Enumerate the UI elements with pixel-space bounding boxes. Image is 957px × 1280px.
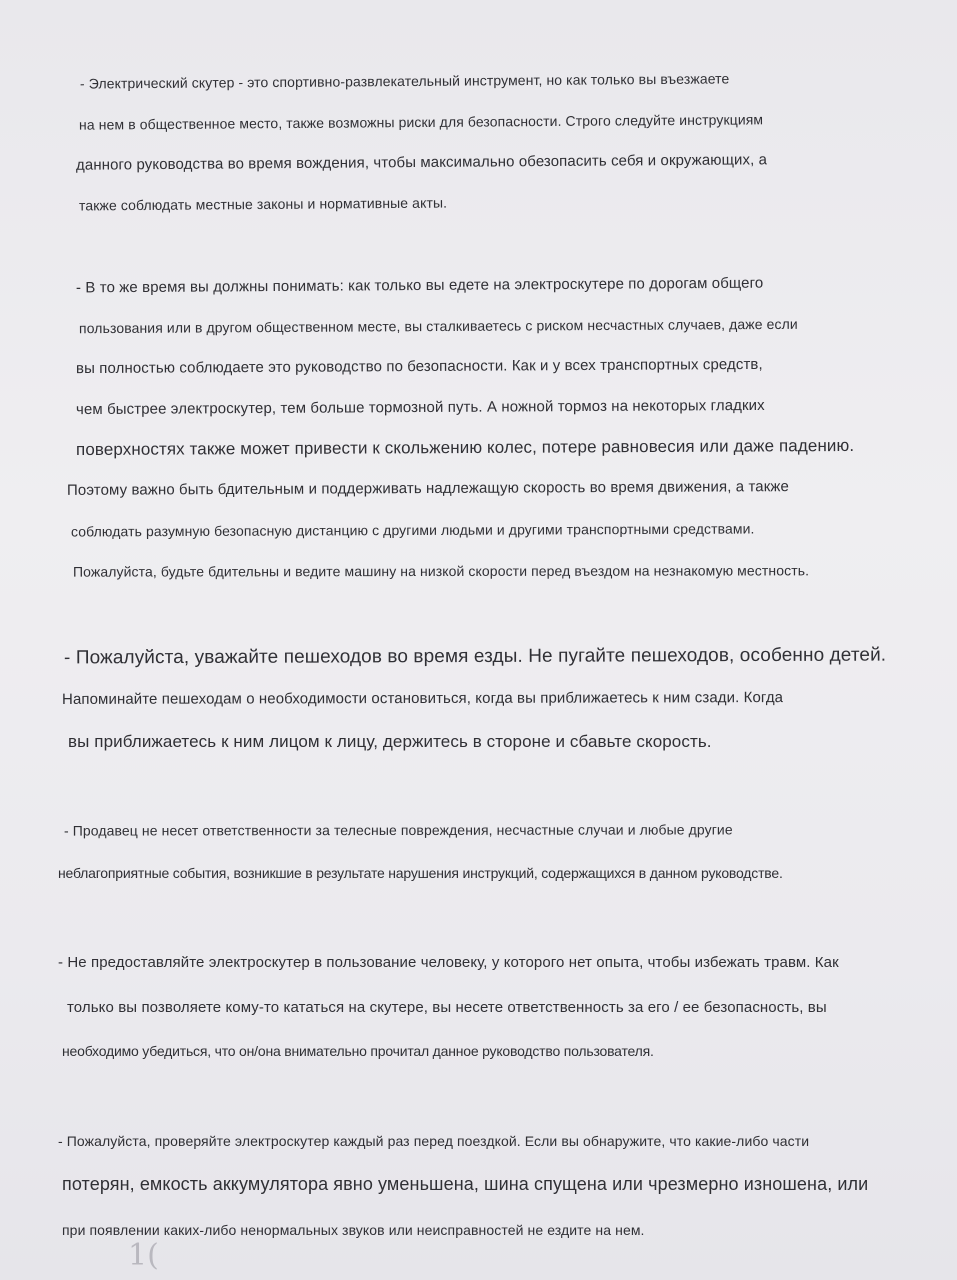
text-line: потерян, емкость аккумулятора явно уменьшена, шина спущена или чрезмерно изношена, или bbox=[62, 1174, 869, 1194]
handwritten-mark: 1( bbox=[128, 1238, 159, 1273]
text-line: вы полностью соблюдаете это руководство по безопасности. Как и у всех транспортных средств, bbox=[75, 355, 763, 378]
text-line: также соблюдать местные законы и нормативные акты. bbox=[78, 194, 448, 214]
text-line: - Электрический скутер - это спортивно-развлекательный инструмент, но как только вы въезжаете bbox=[79, 70, 730, 92]
text-line: на нем в общественное место, также возможны риски для безопасности. Строго следуйте инструкциям bbox=[78, 111, 764, 133]
text-line: - Не предоставляйте электроскутер в пользование человеку, у которого нет опыта, чтобы избежать травм. Как bbox=[58, 954, 839, 971]
text-line: вы приближаетесь к ним лицом к лицу, держитесь в стороне и сбавьте скорость. bbox=[68, 732, 712, 751]
text-line: - Пожалуйста, проверяйте электроскутер каждый раз перед поездкой. Если вы обнаружите, что какие-либо части bbox=[58, 1133, 810, 1149]
text-line: при появлении каких-либо ненормальных звуков или неисправностей не ездите на нем. bbox=[62, 1222, 645, 1238]
text-line: пользования или в другом общественном месте, вы сталкиваетесь с риском несчастных случаев, даже если bbox=[78, 315, 798, 337]
text-line: только вы позволяете кому-то кататься на скутере, вы несете ответственность за его / ее безопасность, вы bbox=[67, 999, 827, 1016]
text-line: - Продавец не несет ответственности за телесные повреждения, несчастные случаи и любые другие bbox=[63, 821, 733, 839]
text-line: Поэтому важно быть бдительным и поддерживать надлежащую скорость во время движения, а также bbox=[66, 478, 790, 499]
text-line: данного руководства во время вождения, чтобы максимально обезопасить себя и окружающих, а bbox=[75, 151, 768, 174]
text-line: поверхностях также может привести к скольжению колес, потере равновесия или даже падению. bbox=[75, 435, 855, 460]
text-line: Напоминайте пешеходам о необходимости остановиться, когда вы приближаетесь к ним сзади. Когда bbox=[61, 689, 784, 708]
text-line: Пожалуйста, будьте бдительны и ведите машину на низкой скорости перед въездом на незнакомую местность. bbox=[72, 562, 810, 580]
text-line: необходимо убедиться, что он/она внимательно прочитал данное руководство пользователя. bbox=[62, 1043, 654, 1059]
text-line: - В то же время вы должны понимать: как только вы едете на электроскутере по дорогам общего bbox=[75, 274, 764, 297]
text-line: чем быстрее электроскутер, тем больше тормозной путь. А ножной тормоз на некоторых гладких bbox=[75, 396, 765, 419]
text-line: - Пожалуйста, уважайте пешеходов во время езды. Не пугайте пешеходов, особенно детей. bbox=[63, 644, 887, 669]
text-line: соблюдать разумную безопасную дистанцию с другими людьми и другими транспортными средствами. bbox=[70, 520, 755, 540]
text-line: неблагоприятные события, возникшие в результате нарушения инструкций, содержащихся в данном руководстве. bbox=[58, 865, 783, 881]
